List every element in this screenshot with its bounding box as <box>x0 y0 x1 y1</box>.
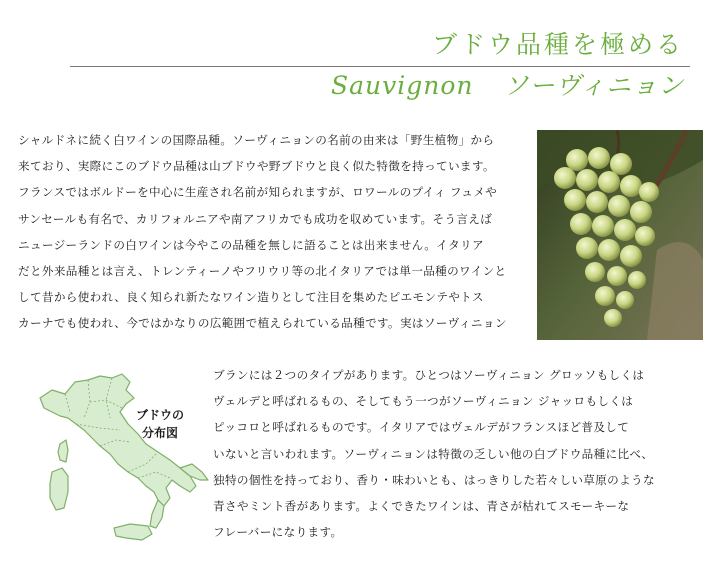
body-line: サンセールも有名で、カリフォルニアや南アフリカでも成功を収めています。そう言えば <box>18 211 493 226</box>
body-text-top <box>18 127 533 337</box>
body-line: フレーバーになります。 <box>213 525 343 540</box>
subtitle-latin: Sauvignon <box>330 71 474 100</box>
map-label-line: 分布図 <box>141 426 178 440</box>
body-line: 独特の個性を持っており、香り・味わいとも、はっきりした若々しい草原のような <box>213 472 655 487</box>
body-line: 青さやミント香があります。よくできたワインは、青さが枯れてスモーキーな <box>213 498 630 513</box>
page-subtitle <box>331 72 684 100</box>
body-line: シャルドネに続く白ワインの国際品種。ソーヴィニョンの名前の由来は「野生植物」から <box>18 133 495 147</box>
body-line: ブランには２つのタイプがあります。ひとつはソーヴィニョン グロッソもしくは <box>213 368 645 382</box>
map-label-line: ブドウの <box>135 408 184 422</box>
body-text-bottom <box>213 362 703 545</box>
body-line: だと外来品種とは言え、トレンティーノやフリウリ等の北イタリアでは単一品種のワインと <box>18 263 507 278</box>
body-line: して昔から使われ、良く知られ新たなワイン造りとして注目を集めたピエモンテやトス <box>18 290 484 305</box>
subtitle-katakana: ソーヴィニョン <box>503 71 684 100</box>
grape-photo <box>537 130 703 340</box>
body-line: ニュージーランドの白ワインは今やこの品種を無しに語ることは出来ません。イタリア <box>18 237 484 252</box>
body-line: 来ており、実際にこのブドウ品種は山ブドウや野ブドウと良く似た特徴を持っています。 <box>18 159 495 174</box>
italy-map <box>30 368 210 553</box>
body-line: いないと言いわれます。ソーヴィニョンは特徴の乏しい他の白ブドウ品種に比べ、 <box>213 446 654 461</box>
page-title: ブドウ品種を極める <box>431 30 684 59</box>
body-line: カーナでも使われ、今ではかなりの広範囲で植えられている品種です。実はソーヴィニョン <box>18 316 507 331</box>
title-divider <box>70 66 690 67</box>
map-label <box>120 406 200 442</box>
body-line: ヴェルデと呼ばれるもの、そしてもう一つがソーヴィニョン ジャッロもしくは <box>213 394 634 409</box>
body-line: フランスではボルドーを中心に生産され名前が知られますが、ロワールのプイィ フュメや <box>18 185 498 200</box>
body-line: ピッコロと呼ばれるものです。イタリアではヴェルデがフランスほど普及して <box>213 420 630 435</box>
